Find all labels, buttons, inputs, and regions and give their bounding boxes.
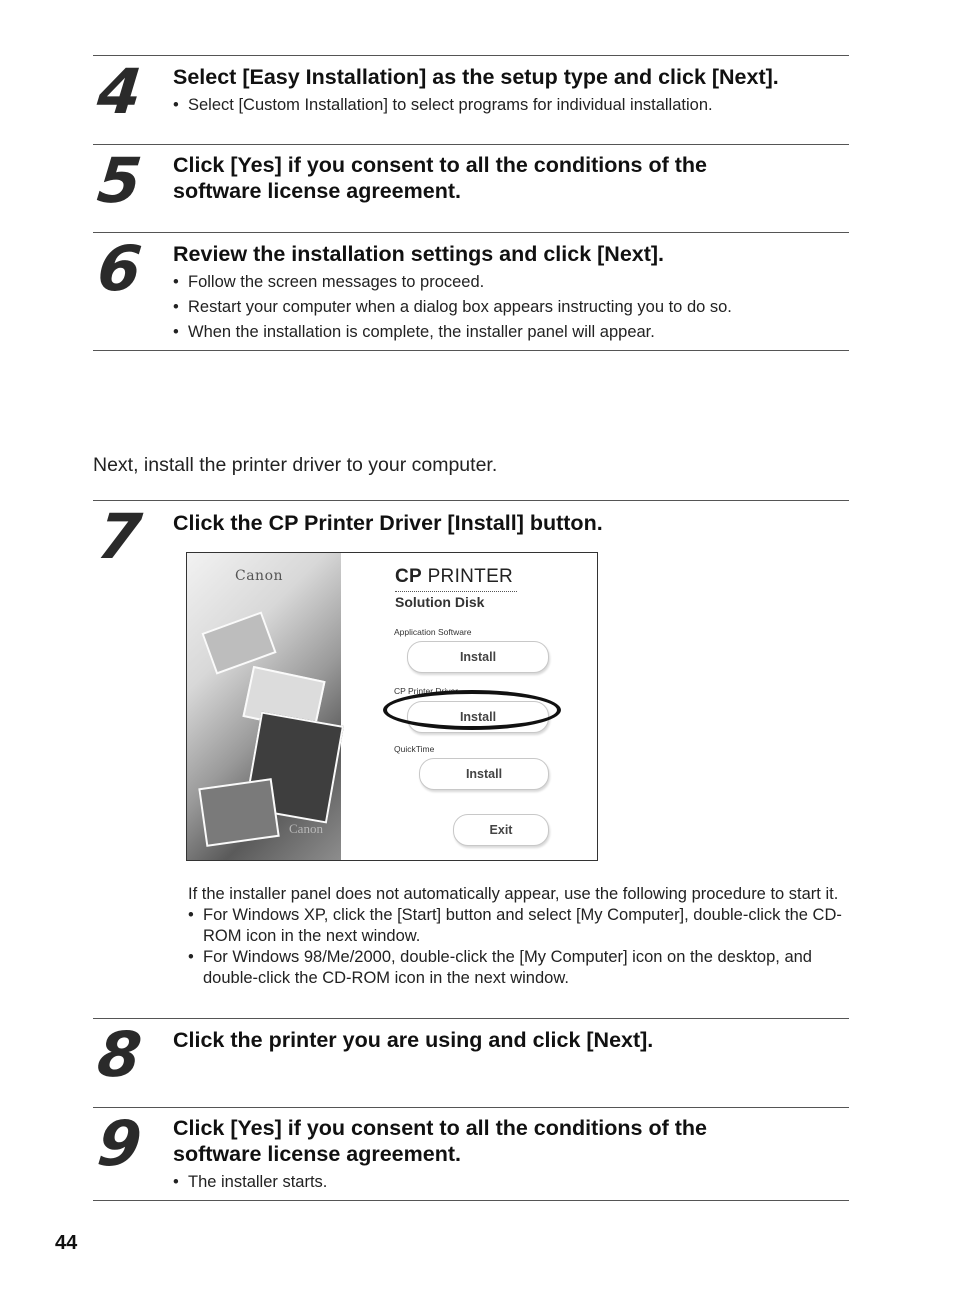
installer-panel-screenshot xyxy=(186,552,598,861)
step-title xyxy=(173,152,843,204)
divider-rule xyxy=(93,232,849,233)
install-printer-driver-button[interactable]: Install xyxy=(407,701,549,733)
step-title-line: Click [Yes] if you consent to all the conditions of the xyxy=(173,153,707,177)
bullet-item: • Select [Custom Installation] to select programs for individual installation. xyxy=(173,93,713,118)
step-number: 4 xyxy=(94,55,146,128)
divider-rule xyxy=(93,500,849,501)
group-label-quicktime: QuickTime xyxy=(394,744,435,754)
note-list xyxy=(188,905,848,989)
note-intro: If the installer panel does not automatically appear, use the following procedure to start it. xyxy=(188,885,839,903)
bullet-item: • Restart your computer when a dialog box appears instructing you to do so. xyxy=(173,295,732,320)
photo-card xyxy=(201,611,276,674)
install-application-software-button[interactable]: Install xyxy=(407,641,549,673)
highlight-circle xyxy=(383,690,561,730)
note-item: • For Windows XP, click the [Start] button and select [My Computer], double-click the CD-ROM icon in the next window. xyxy=(188,905,848,947)
step-number: 9 xyxy=(94,1107,146,1180)
step-number: 5 xyxy=(94,144,146,217)
intro-text: Next, install the printer driver to your computer. xyxy=(93,454,498,476)
step-number: 8 xyxy=(94,1018,146,1091)
step-title-line: software license agreement. xyxy=(173,179,461,203)
product-title-bold: CP xyxy=(395,566,422,587)
step-title: Review the installation settings and click [Next]. xyxy=(173,242,665,266)
product-title-rest: PRINTER xyxy=(422,566,514,587)
title-underline xyxy=(395,591,517,592)
divider-rule xyxy=(93,1018,849,1019)
exit-button[interactable]: Exit xyxy=(453,814,549,846)
divider-rule xyxy=(93,144,849,145)
step-title-line: Click [Yes] if you consent to all the conditions of the xyxy=(173,1116,707,1140)
divider-rule xyxy=(93,1107,849,1108)
step-title: Click the CP Printer Driver [Install] button. xyxy=(173,511,603,535)
photo-card xyxy=(198,778,279,847)
step-number: 7 xyxy=(94,500,146,573)
bullet-item: • Follow the screen messages to proceed. xyxy=(173,270,732,295)
install-quicktime-button[interactable]: Install xyxy=(419,758,549,790)
canon-logo-watermark: Canon xyxy=(289,821,323,836)
bullet-item: • When the installation is complete, the installer panel will appear. xyxy=(173,320,732,345)
step-title-line: software license agreement. xyxy=(173,1142,461,1166)
divider-rule xyxy=(93,55,849,56)
divider-rule xyxy=(93,1200,849,1201)
note-item: • For Windows 98/Me/2000, double-click the [My Computer] icon on the desktop, and double-click the CD-ROM icon in the next window. xyxy=(188,947,848,989)
divider-rule xyxy=(93,350,849,351)
product-title xyxy=(395,566,513,588)
bullet-list xyxy=(173,1170,327,1195)
step-title: Select [Easy Installation] as the setup type and click [Next]. xyxy=(173,65,779,89)
bullet-list xyxy=(173,270,732,345)
panel-photo-collage xyxy=(187,553,341,860)
disk-label: Solution Disk xyxy=(395,594,485,610)
step-title: Click the printer you are using and click [Next]. xyxy=(173,1028,654,1052)
page-number: 44 xyxy=(55,1232,78,1254)
group-label-application-software: Application Software xyxy=(394,627,472,637)
canon-logo: Canon xyxy=(235,568,284,584)
step-title xyxy=(173,1115,843,1167)
bullet-item: • The installer starts. xyxy=(173,1170,327,1195)
note-block xyxy=(188,884,848,989)
step-number: 6 xyxy=(94,232,146,305)
bullet-list xyxy=(173,93,713,118)
group-label-printer-driver: CP Printer Driver xyxy=(394,686,459,696)
